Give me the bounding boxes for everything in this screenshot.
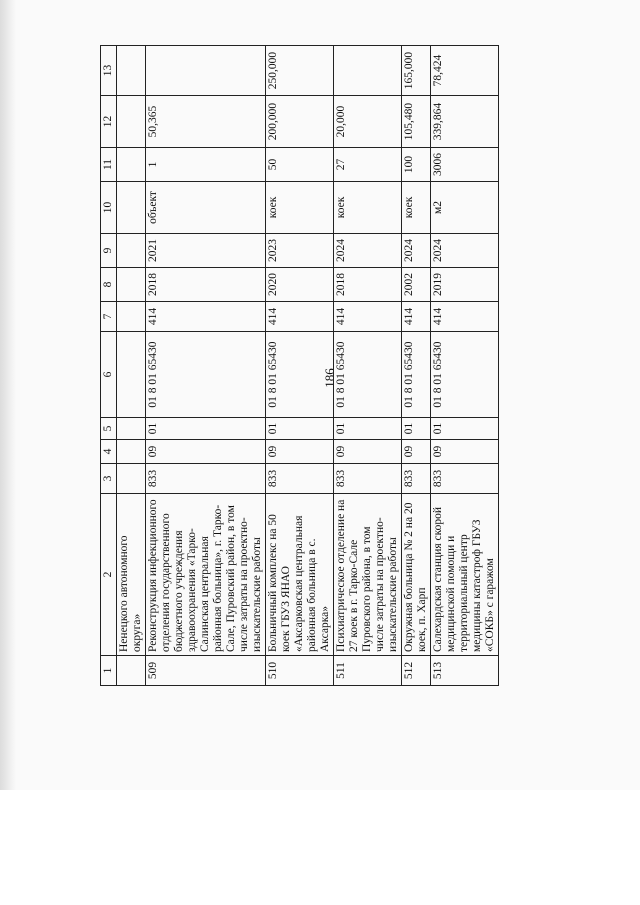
expense-type-code: 414 (431, 302, 499, 332)
section-code: 09 (402, 440, 431, 464)
target-article-code: 01 8 01 65430 (334, 332, 402, 418)
col-number-2: 2 (101, 494, 117, 656)
amount-col-12: 20,000 (334, 96, 402, 148)
ministry-code: 833 (334, 464, 402, 494)
subsection-code: 01 (402, 418, 431, 440)
amount-col-12: 105,480 (402, 96, 431, 148)
col-number-12: 12 (101, 96, 117, 148)
row-number: 512 (402, 656, 431, 686)
subsection-code: 01 (431, 418, 499, 440)
start-year: 2019 (431, 268, 499, 302)
unit: коек (402, 182, 431, 234)
target-article-code: 01 8 01 65430 (402, 332, 431, 418)
unit: м2 (431, 182, 499, 234)
table-row (402, 46, 431, 686)
table-row (266, 46, 334, 686)
amount-col-13 (334, 46, 402, 96)
start-year: 2002 (402, 268, 431, 302)
section-code: 09 (266, 440, 334, 464)
col-number-8: 8 (101, 268, 117, 302)
target-article-code: 01 8 01 65430 (146, 332, 266, 418)
table-row (146, 46, 266, 686)
section-code: 09 (431, 440, 499, 464)
section-code: 09 (146, 440, 266, 464)
col-number-9: 9 (101, 234, 117, 268)
expense-type-code: 414 (402, 302, 431, 332)
end-year: 2024 (334, 234, 402, 268)
table-row (334, 46, 402, 686)
col-number-11: 11 (101, 148, 117, 182)
capacity: 100 (402, 148, 431, 182)
subsection-code: 01 (334, 418, 402, 440)
object-name: Реконструкция инфекционного отделения государственного бюджетного учреждения здравоохранения «Тарко-Салинская центральная районная больница», г. Тарко-Сале, Пуровский район, в том числе затраты на проектно-изыскательские работы (146, 494, 266, 656)
section-code: 09 (334, 440, 402, 464)
row-number: 509 (146, 656, 266, 686)
capacity: 50 (266, 148, 334, 182)
budget-table-container (100, 46, 640, 686)
column-number-row (101, 46, 117, 686)
amount-col-12: 50,365 (146, 96, 266, 148)
unit: коек (334, 182, 402, 234)
object-name: Больничный комплекс на 50 коек ГБУЗ ЯНАО «Аксарковская центральная районная больница в с. Аксарка» (266, 494, 334, 656)
row-number: 511 (334, 656, 402, 686)
object-name: Салехардская станция скорой медицинской помощи и территориальный центр медицины катастроф ГБУЗ «СОКБ» с гаражом (431, 494, 499, 656)
col-number-3: 3 (101, 464, 117, 494)
table-row (431, 46, 499, 686)
target-article-code: 01 8 01 65430 (431, 332, 499, 418)
col-number-4: 4 (101, 440, 117, 464)
capacity: 3006 (431, 148, 499, 182)
col-number-6: 6 (101, 332, 117, 418)
subsection-code: 01 (146, 418, 266, 440)
capacity: 1 (146, 148, 266, 182)
ministry-code: 833 (431, 464, 499, 494)
ministry-code: 833 (402, 464, 431, 494)
col-number-1: 1 (101, 656, 117, 686)
start-year: 2018 (146, 268, 266, 302)
object-name: Окружная больница № 2 на 20 коек, п. Харп (402, 494, 431, 656)
amount-col-13: 78,424 (431, 46, 499, 96)
capacity: 27 (334, 148, 402, 182)
ministry-code: 833 (146, 464, 266, 494)
end-year: 2024 (431, 234, 499, 268)
col-number-5: 5 (101, 418, 117, 440)
col-number-13: 13 (101, 46, 117, 96)
end-year: 2021 (146, 234, 266, 268)
object-name: Психиатрическое отделение на 27 коек в г. Тарко-Сале Пуровского района, в том числе затраты на проектно-изыскательские работы (334, 494, 402, 656)
target-article-code: 01 8 01 65430 (266, 332, 334, 418)
start-year: 2018 (334, 268, 402, 302)
unit: коек (266, 182, 334, 234)
row-number: 510 (266, 656, 334, 686)
amount-col-13: 250,000 (266, 46, 334, 96)
ministry-code: 833 (266, 464, 334, 494)
end-year: 2023 (266, 234, 334, 268)
amount-col-13 (146, 46, 266, 96)
continuation-row (117, 46, 146, 686)
amount-col-13: 165,000 (402, 46, 431, 96)
start-year: 2020 (266, 268, 334, 302)
expense-type-code: 414 (266, 302, 334, 332)
amount-col-12: 339,864 (431, 96, 499, 148)
col-number-7: 7 (101, 302, 117, 332)
budget-table (100, 45, 499, 686)
page-number: 186 (322, 368, 337, 388)
col-number-10: 10 (101, 182, 117, 234)
continuation-text: Ненецкого автономного округа» (117, 494, 146, 656)
amount-col-12: 200,000 (266, 96, 334, 148)
subsection-code: 01 (266, 418, 334, 440)
expense-type-code: 414 (334, 302, 402, 332)
unit: объект (146, 182, 266, 234)
expense-type-code: 414 (146, 302, 266, 332)
row-number: 513 (431, 656, 499, 686)
end-year: 2024 (402, 234, 431, 268)
scan-edge-shadow (0, 0, 16, 790)
